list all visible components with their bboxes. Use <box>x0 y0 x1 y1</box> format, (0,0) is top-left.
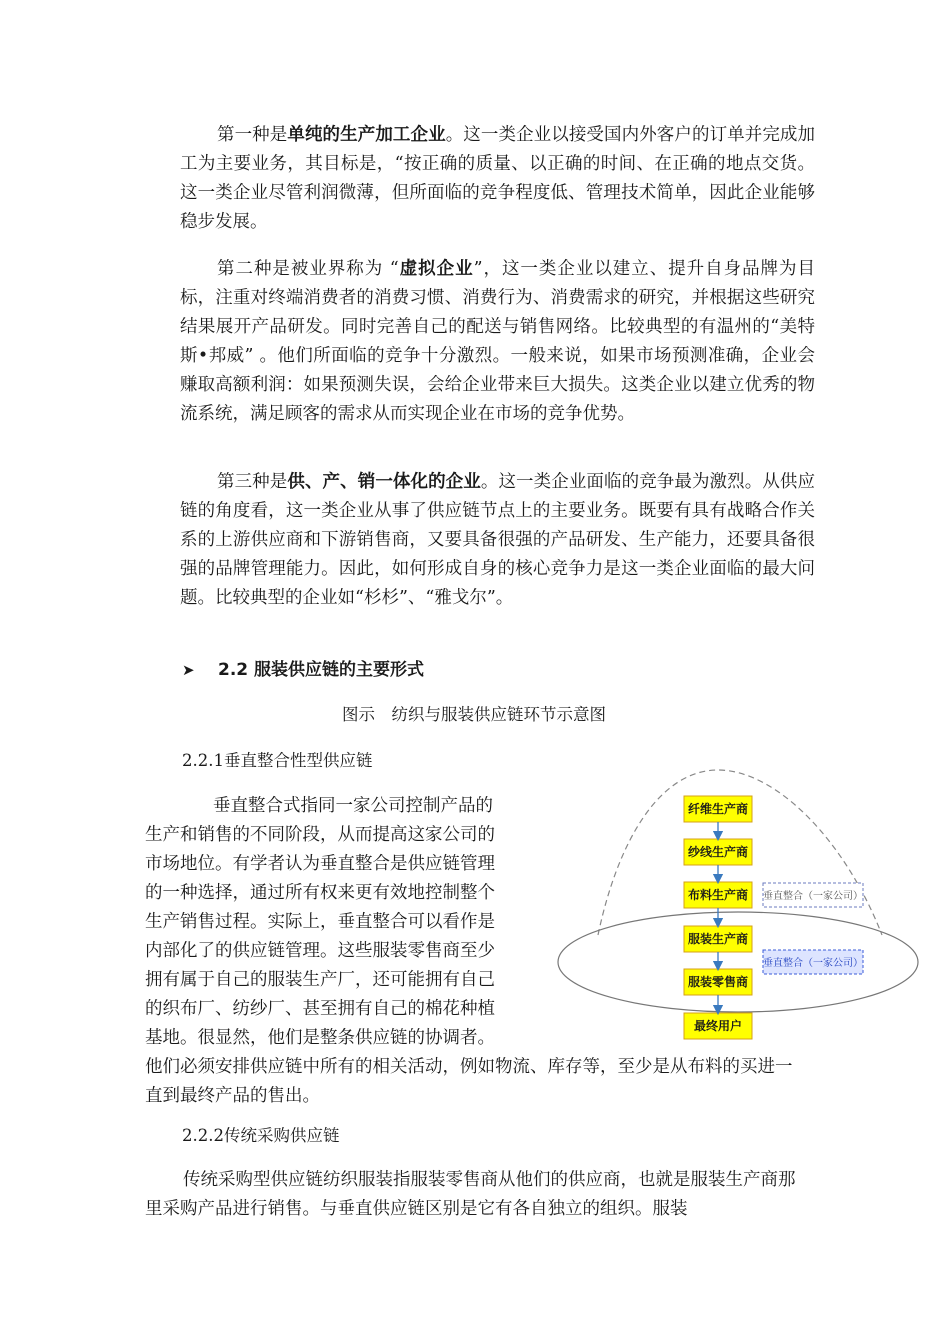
paragraph-traditional: 传统采购型供应链纺织服装指服装零售商从他们的供应商，也就是服装生产商那里采购产品进行销售。与垂直供应链区别是它有各自独立的组织。服装 <box>145 1170 796 1219</box>
p3-post: 。这一类企业面临的竞争最为激烈。从供应链的角度看，这一类企业从事了供应链节点上的主要业务。既要有具有战略合作关系的上游供应商和下游销售商，又要具备很强的产品研发、生产能力，还要具备很强的品牌管理能力。因此，如何形成自身的核心竞争力是这一类企业面临的最大问题。比较典型的企业如“杉杉”、“雅戈尔”。 <box>180 472 816 608</box>
paragraph-tail: 他们必须安排供应链中所有的相关活动，例如物流、库存等，至少是从布料的买进一直到最终产品的售出。 <box>145 1057 793 1106</box>
diagram-node-label: 布料生产商 <box>687 888 749 902</box>
subsection-title-1: 2.2.1垂直整合性型供应链 <box>182 751 373 770</box>
p2-post: ”，这一类企业以建立、提升自身品牌为目标，注重对终端消费者的消费习惯、消费行为、消费需求的研究，并根据这些研究结果展开产品研发。同时完善自己的配送与销售网络。比较典型的有温州的“美特斯•邦威” 。他们所面临的竞争十分激烈。一般来说，如果市场预测准确，企业会赚取高额利润：如果预测失误，会给企业带来巨大损失。这类企业以建立优秀的物流系统，满足顾客的需求从而实现企业在市场的竞争优势。 <box>180 259 815 424</box>
subsection-title-2: 2.2.2传统采购供应链 <box>182 1126 340 1145</box>
diagram-node-label: 纤维生产商 <box>687 802 749 816</box>
diagram-node-label: 最终用户 <box>693 1019 743 1033</box>
p2-pre: 第二种是被业界称为 “ <box>217 259 399 279</box>
wrap-line-text: 垂直整合式指同一家公司控制产品的 <box>213 796 493 816</box>
diagram-node-label: 服装零售商 <box>687 975 749 989</box>
section-title: 2.2 服装供应链的主要形式 <box>218 660 425 680</box>
wrap-line: 生产和销售的不同阶段，从而提高这家公司的 <box>145 825 495 845</box>
figure-caption-text: 图示 纺织与服装供应链环节示意图 <box>342 705 606 724</box>
wrap-line: 内部化了的供应链管理。这些服装零售商至少 <box>145 941 495 961</box>
p1-pre: 第一种是 <box>217 125 288 145</box>
tag-upper-text: 垂直整合（一家公司） <box>763 891 863 902</box>
wrap-line: 的织布厂、纺纱厂、甚至拥有自己的棉花种植 <box>145 999 495 1019</box>
wrap-line: 的一种选择，通过所有权来更有效地控制整个 <box>145 883 495 903</box>
wrap-line: 市场地位。有学者认为垂直整合是供应链管理 <box>145 854 495 874</box>
p3-bold: 供、产、销一体化的企业 <box>287 472 481 492</box>
wrap-line: 生产销售过程。实际上，垂直整合可以看作是 <box>145 912 495 932</box>
p3-pre: 第三种是 <box>217 472 288 492</box>
diagram-node-label: 纱线生产商 <box>687 845 749 859</box>
diagram-node-label: 服装生产商 <box>687 932 749 946</box>
p2-bold: 虚拟企业 <box>398 259 474 279</box>
p1-bold: 单纯的生产加工企业 <box>287 125 446 145</box>
bullet-arrow-icon: ➤ <box>182 661 195 679</box>
wrap-line: 拥有属于自己的服装生产厂，还可能拥有自己 <box>145 970 495 990</box>
tag-lower-text: 垂直整合（一家公司） <box>763 958 863 969</box>
p1-post: 。这一类企业以接受国内外客户的订单并完成加工为主要业务，其目标是，“按正确的质量、以正确的时间、在正确的地点交货。这一类企业尽管利润微薄，但所面临的竞争程度低、管理技术简单，因此企业能够稳步发展。 <box>180 125 816 232</box>
wrap-line: 基地。很显然，他们是整条供应链的协调者。 <box>145 1028 495 1048</box>
